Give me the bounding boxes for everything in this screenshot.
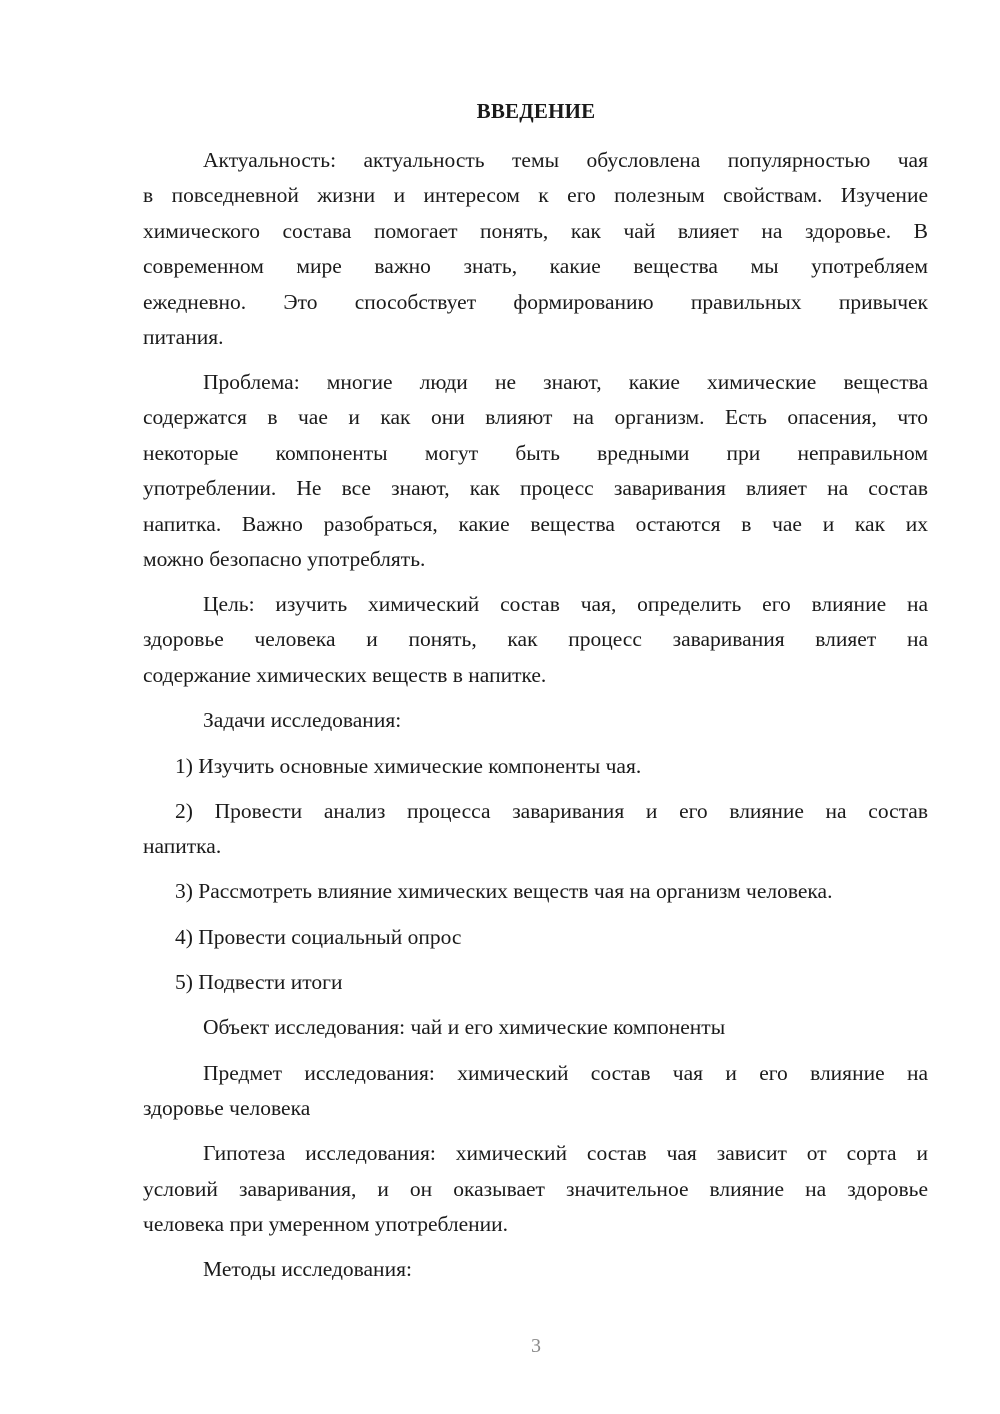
text-line: Актуальность: актуальность темы обусловлена популярностью чая xyxy=(203,148,928,172)
text-line: Объект исследования: чай и его химические компоненты xyxy=(203,1015,726,1039)
text-line: питания. xyxy=(143,325,224,349)
methods-heading: Методы исследования: xyxy=(203,1257,412,1281)
text-line: содержание химических веществ в напитке. xyxy=(143,663,547,687)
text-line: Цель: изучить химический состав чая, определить его влияние на xyxy=(203,592,928,616)
task-item-5: 5) Подвести итоги xyxy=(175,970,343,994)
text-line: Предмет исследования: химический состав чая и его влияние на xyxy=(203,1061,928,1085)
text-line: ежедневно. Это способствует формированию правильных привычек xyxy=(143,290,928,314)
text-line: Гипотеза исследования: химический состав чая зависит от сорта и xyxy=(203,1141,928,1165)
text-line: содержатся в чае и как они влияют на организм. Есть опасения, что xyxy=(143,405,928,429)
text-line: условий заваривания, и он оказывает значительное влияние на здоровье xyxy=(143,1177,928,1201)
task-item-2-continued: напитка. xyxy=(143,834,222,858)
text-line: напитка. Важно разобраться, какие вещества остаются в чае и как их xyxy=(143,512,928,536)
text-line: химического состава помогает понять, как чай влияет на здоровье. В xyxy=(143,219,928,243)
page-number: 3 xyxy=(531,1335,541,1357)
text-line: некоторые компоненты могут быть вредными при неправильном xyxy=(143,441,928,465)
task-item-2: 2) Провести анализ процесса заваривания и его влияние на состав xyxy=(175,799,928,823)
task-item-4: 4) Провести социальный опрос xyxy=(175,925,462,949)
text-line: современном мире важно знать, какие вещества мы употребляем xyxy=(143,254,928,278)
text-line: употреблении. Не все знают, как процесс заваривания влияет на состав xyxy=(143,476,928,500)
page-title: ВВЕДЕНИЕ xyxy=(476,99,596,123)
text-line: в повседневной жизни и интересом к его полезным свойствам. Изучение xyxy=(143,183,928,207)
tasks-heading: Задачи исследования: xyxy=(203,708,402,732)
text-line: здоровье человека и понять, как процесс заваривания влияет на xyxy=(143,627,928,651)
task-item-3: 3) Рассмотреть влияние химических веществ чая на организм человека. xyxy=(175,879,833,903)
text-line: человека при умеренном употреблении. xyxy=(143,1212,509,1236)
text-line: можно безопасно употреблять. xyxy=(143,547,426,571)
text-line: Проблема: многие люди не знают, какие химические вещества xyxy=(203,370,928,394)
task-item-1: 1) Изучить основные химические компоненты чая. xyxy=(175,754,642,778)
text-line: здоровье человека xyxy=(143,1096,311,1120)
